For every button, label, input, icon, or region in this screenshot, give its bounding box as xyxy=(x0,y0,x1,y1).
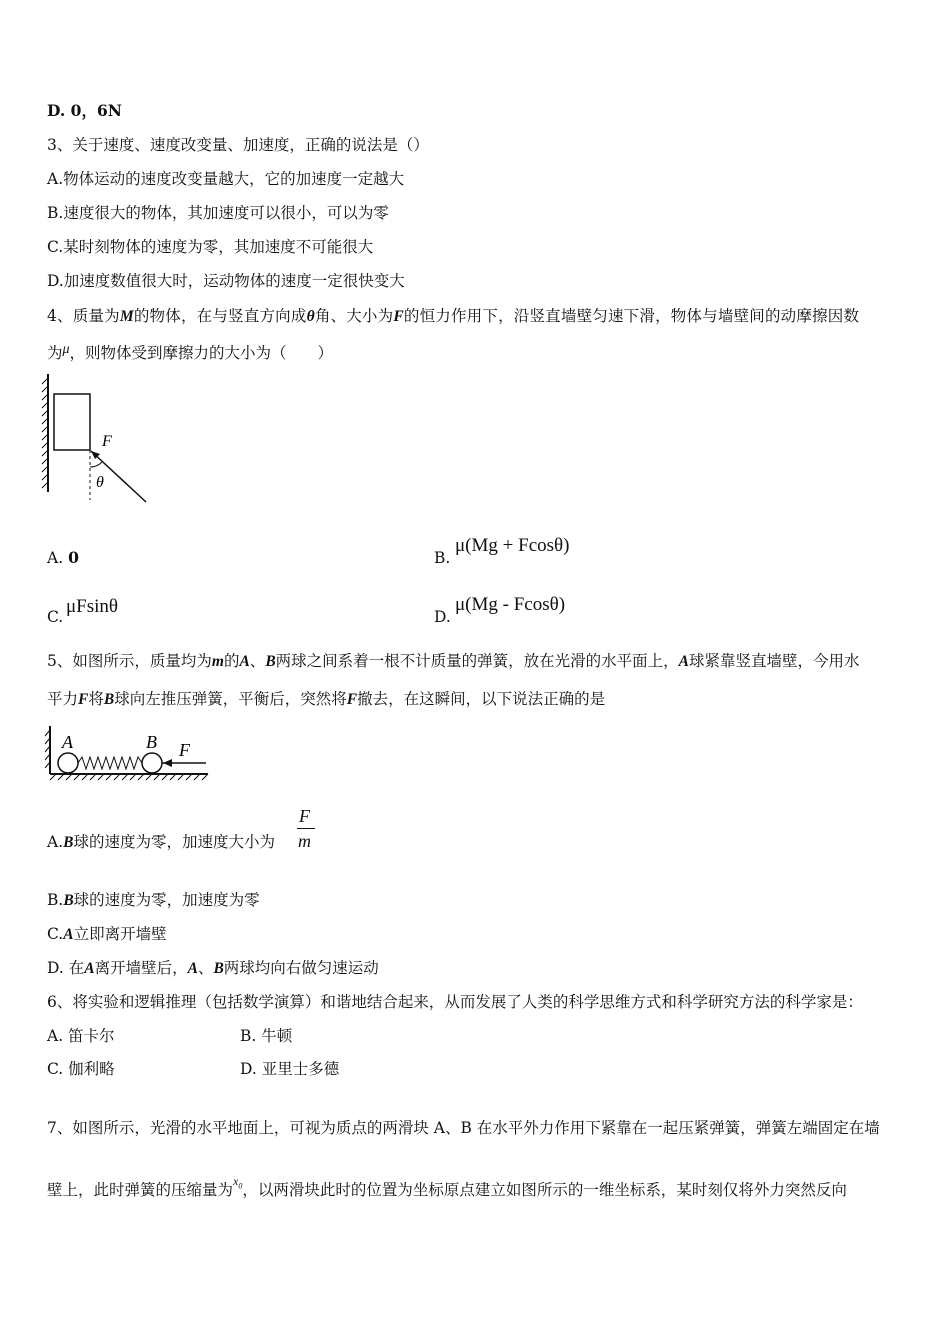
q5-fraction-denominator: m xyxy=(298,831,311,851)
q3-stem: 3、关于速度、速度改变量、加速度，正确的说法是（） xyxy=(47,136,429,154)
q4-angle-label: θ xyxy=(96,474,104,491)
q5-label-b: B xyxy=(146,732,157,752)
q7-line1: 7、如图所示，光滑的水平地面上，可视为质点的两滑块 A、B 在水平外力作用下紧靠在一起压紧弹簧，弹簧左端固定在墙 xyxy=(47,1119,880,1137)
q4-option-c-label: C. xyxy=(47,608,64,626)
q4-figure-wall-block xyxy=(40,372,155,507)
q4-option-a: A. 0 xyxy=(47,548,79,567)
q4-stem-line1: 4、质量为M的物体，在与竖直方向成θ角、大小为F的恒力作用下，沿竖直墙壁匀速下滑，物体与墙壁间的动摩擦因数 xyxy=(47,307,860,325)
q5-stem-line1: 5、如图所示，质量均为m的A、B两球之间系着一根不计质量的弹簧，放在光滑的水平面上，A球紧靠竖直墙壁，今用水 xyxy=(47,652,860,670)
q5-label-a: A xyxy=(62,732,73,752)
q3-option-d: D.加速度数值很大时，运动物体的速度一定很快变大 xyxy=(47,272,405,290)
q4-option-c-formula: μFsinθ xyxy=(66,596,119,617)
q5-option-c: C.A立即离开墙壁 xyxy=(47,925,167,943)
q4-option-d-label: D. xyxy=(434,608,451,626)
q6-option-c: C. 伽利略 xyxy=(47,1060,115,1078)
q5-figure-spring-balls xyxy=(44,722,214,784)
q5-option-d: D. 在A离开墙壁后，A、B两球均向右做匀速运动 xyxy=(47,959,379,977)
q5-label-f: F xyxy=(179,740,190,760)
q4-option-b-formula: μ(Mg + Fcosθ) xyxy=(455,535,570,556)
q3-option-b: B.速度很大的物体，其加速度可以很小，可以为零 xyxy=(47,204,389,222)
q5-stem-line2: 平力F将B球向左推压弹簧，平衡后，突然将F撤去，在这瞬间，以下说法正确的是 xyxy=(47,690,606,708)
q4-option-b-label: B. xyxy=(434,549,451,567)
q5-option-b: B.B球的速度为零，加速度为零 xyxy=(47,891,260,909)
q3-option-a: A.物体运动的速度改变量越大，它的加速度一定越大 xyxy=(47,170,405,188)
q5-fraction-bar xyxy=(297,828,315,829)
q6-option-b: B. 牛顿 xyxy=(240,1027,293,1045)
q5-option-a: A.B球的速度为零，加速度大小为 xyxy=(47,833,275,851)
q4-option-d-formula: μ(Mg - Fcosθ) xyxy=(455,594,566,615)
q4-stem-line2: 为μ，则物体受到摩擦力的大小为（ ） xyxy=(47,342,334,362)
q6-option-a: A. 笛卡尔 xyxy=(47,1027,115,1045)
q5-fraction-numerator: F xyxy=(299,806,310,826)
q3-option-c: C.某时刻物体的速度为零，其加速度不可能很大 xyxy=(47,238,374,256)
q4-force-label: F xyxy=(102,433,112,450)
q7-line2: 壁上，此时弹簧的压缩量为$^{x_0}$，以两滑块此时的位置为坐标原点建立如图所示的一维坐标系，某时刻仅将外力突然反向 xyxy=(47,1174,847,1199)
q2-option-d: D. 0，6N xyxy=(47,101,122,120)
q6-option-d: D. 亚里士多德 xyxy=(240,1060,340,1078)
q6-stem: 6、将实验和逻辑推理（包括数学演算）和谐地结合起来，从而发展了人类的科学思维方式和科学研究方法的科学家是： xyxy=(47,993,863,1011)
